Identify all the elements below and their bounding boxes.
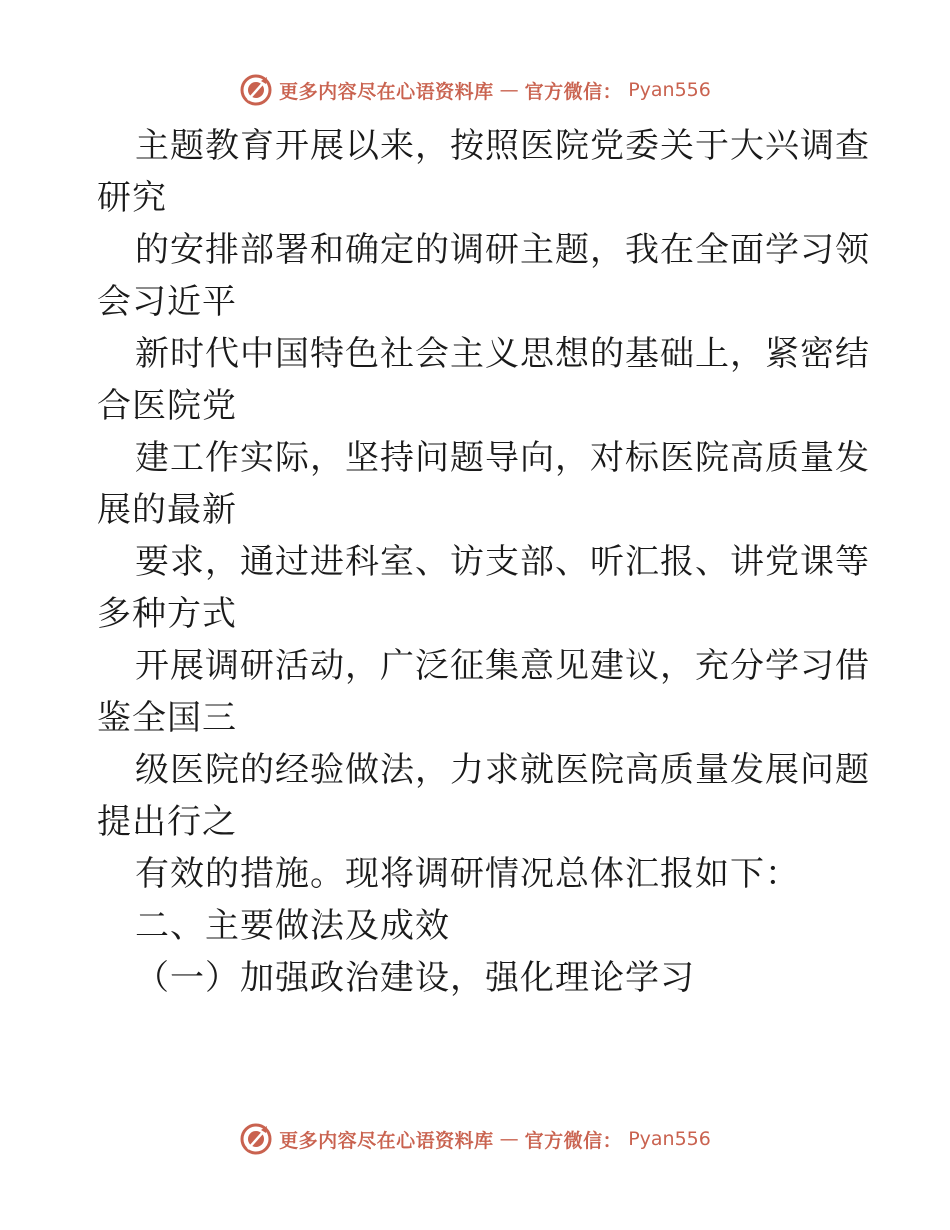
watermark-separator: —: [499, 1128, 519, 1150]
watermark-label: 官方微信：: [524, 80, 623, 103]
watermark-text: 更多内容尽在心语资料库: [279, 80, 494, 103]
pen-seal-logo-icon: [239, 1122, 273, 1156]
paragraph-2-line-1: 的安排部署和确定的调研主题，我在全面学习领: [135, 230, 870, 270]
paragraph-7-line-1: 级医院的经验做法，力求就医院高质量发展问题: [135, 750, 870, 790]
watermark-label: 官方微信：: [524, 1129, 623, 1152]
watermark-header: [0, 70, 950, 110]
paragraph-4-line-1: 建工作实际，坚持问题导向，对标医院高质量发: [135, 438, 870, 478]
paragraph-6-line-1: 开展调研活动，广泛征集意见建议，充分学习借: [135, 646, 870, 686]
section-subheading: （一）加强政治建设，强化理论学习: [135, 958, 695, 998]
paragraph-7-line-2: 提出行之: [97, 802, 237, 842]
paragraph-3-line-1: 新时代中国特色社会主义思想的基础上，紧密结: [135, 334, 870, 374]
paragraph-8-line-1: 有效的措施。现将调研情况总体汇报如下：: [135, 854, 800, 894]
paragraph-4-line-2: 展的最新: [97, 490, 237, 530]
paragraph-3-line-2: 合医院党: [97, 386, 237, 426]
pen-seal-logo-icon: [239, 73, 273, 107]
document-body: [97, 120, 870, 1004]
section-heading: 二、主要做法及成效: [135, 906, 450, 946]
watermark-footer: [0, 1119, 950, 1159]
paragraph-5-line-1: 要求，通过进科室、访支部、听汇报、讲党课等: [135, 542, 870, 582]
paragraph-1-line-1: 主题教育开展以来，按照医院党委关于大兴调查: [135, 126, 870, 166]
paragraph-2-line-2: 会习近平: [97, 282, 237, 322]
watermark-text: 更多内容尽在心语资料库: [279, 1129, 494, 1152]
paragraph-6-line-2: 鉴全国三: [97, 698, 237, 738]
watermark-handle: Pyan556: [628, 79, 711, 101]
watermark-separator: —: [499, 79, 519, 101]
watermark-handle: Pyan556: [628, 1128, 711, 1150]
paragraph-5-line-2: 多种方式: [97, 594, 237, 634]
paragraph-1-line-2: 研究: [97, 178, 167, 218]
